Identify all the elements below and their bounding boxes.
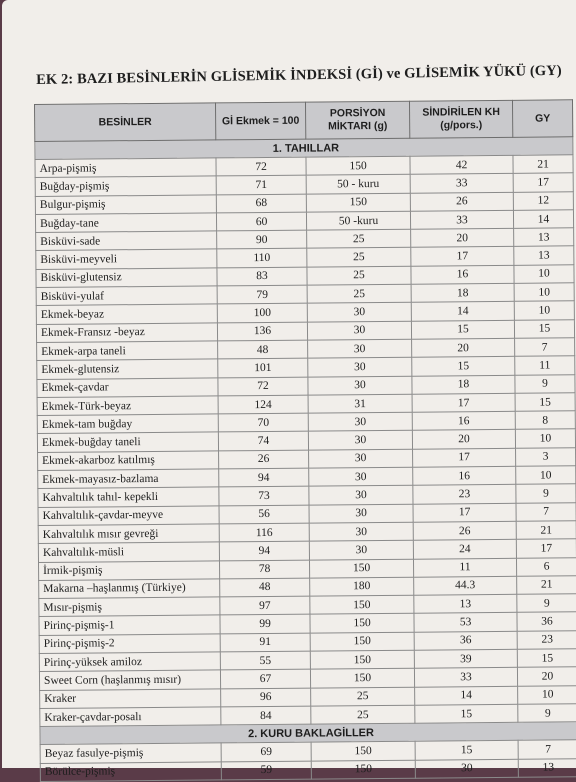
food-name-cell: Sweet Corn (haşlanmış mısır) — [39, 670, 220, 690]
portion-cell: 150 — [310, 632, 414, 651]
gi-cell: 94 — [219, 468, 309, 487]
food-name-cell: Arpa-pişmiş — [35, 158, 216, 178]
carb-cell: 14 — [415, 686, 518, 705]
gy-cell: 10 — [515, 429, 575, 448]
food-name-cell: Buğday-tane — [35, 213, 216, 233]
food-name-cell: Ekmek-arpa taneli — [37, 341, 218, 361]
portion-cell: 30 — [308, 412, 412, 431]
portion-cell: 25 — [311, 687, 415, 706]
portion-cell: 25 — [307, 229, 411, 248]
gy-cell: 8 — [515, 411, 575, 430]
section-title: 1. TAHILLAR — [35, 137, 573, 160]
portion-cell: 150 — [306, 193, 410, 212]
carb-cell: 14 — [411, 302, 514, 321]
gy-cell: 7 — [518, 740, 576, 759]
food-name-cell: Kraker — [40, 689, 221, 709]
gy-cell: 21 — [517, 576, 576, 595]
gy-cell: 13 — [514, 228, 574, 247]
gy-cell: 10 — [514, 301, 574, 320]
carb-cell: 33 — [410, 210, 513, 229]
gi-cell: 68 — [216, 194, 306, 213]
food-name-cell: Beyaz fasulye-pişmiş — [40, 743, 221, 763]
portion-cell: 25 — [307, 266, 411, 285]
carb-cell: 53 — [414, 613, 517, 632]
gi-cell: 67 — [220, 669, 310, 688]
gi-cell: 94 — [219, 541, 309, 560]
portion-cell: 30 — [308, 357, 412, 376]
gi-cell: 69 — [221, 742, 311, 761]
table-header-row — [35, 100, 573, 142]
carb-cell: 20 — [411, 229, 514, 248]
gi-cell: 97 — [220, 596, 310, 615]
portion-cell: 150 — [311, 760, 415, 779]
portion-cell: 30 — [309, 486, 413, 505]
gi-cell: 100 — [217, 303, 307, 322]
gy-cell: 17 — [516, 539, 576, 558]
glycemic-index-table — [34, 99, 576, 781]
food-name-cell: Ekmek-mayasız-bazlama — [38, 469, 219, 489]
carb-cell: 17 — [411, 247, 514, 266]
gi-cell: 60 — [216, 212, 306, 231]
carb-cell: 15 — [411, 320, 514, 339]
gy-cell: 9 — [515, 374, 575, 393]
gy-cell: 9 — [517, 594, 576, 613]
carb-cell: 26 — [410, 192, 513, 211]
food-name-cell: Pirinç-pişmiş-2 — [39, 634, 220, 654]
food-name-cell: Ekmek-akarboz katılmış — [38, 451, 219, 471]
carb-cell: 36 — [414, 631, 517, 650]
gy-cell: 14 — [513, 210, 573, 229]
carb-cell: 18 — [411, 283, 514, 302]
gy-cell: 10 — [518, 685, 576, 704]
portion-cell: 30 — [309, 540, 413, 559]
gy-cell: 9 — [516, 484, 576, 503]
portion-cell: 30 — [308, 376, 412, 395]
table-row — [40, 758, 576, 781]
header-sindirilen-kh: SİNDİRİLEN KH (g/pors.) — [409, 100, 512, 138]
carb-cell: 16 — [411, 265, 514, 284]
portion-cell: 50 -kuru — [306, 211, 410, 230]
portion-cell: 150 — [309, 559, 413, 578]
gy-cell: 15 — [515, 393, 575, 412]
food-name-cell: Ekmek-buğday taneli — [37, 432, 218, 452]
gi-cell: 136 — [217, 322, 307, 341]
portion-cell: 30 — [307, 303, 411, 322]
gi-cell: 72 — [218, 377, 308, 396]
food-name-cell: Kahvaltılık tahıl- kepekli — [38, 487, 219, 507]
carb-cell: 33 — [414, 668, 517, 687]
portion-cell: 150 — [310, 595, 414, 614]
gy-cell: 15 — [514, 319, 574, 338]
gy-cell: 9 — [518, 704, 576, 723]
carb-cell: 13 — [414, 594, 517, 613]
gi-cell: 83 — [217, 267, 307, 286]
gy-cell: 20 — [517, 667, 576, 686]
carb-cell: 30 — [415, 759, 518, 778]
food-name-cell: Ekmek-tam buğday — [37, 414, 218, 434]
carb-cell: 39 — [414, 649, 517, 668]
food-name-cell: İrmik-pişmiş — [38, 560, 219, 580]
food-name-cell: Pirinç-yüksek amiloz — [39, 652, 220, 672]
gy-cell: 7 — [516, 502, 576, 521]
food-name-cell: Bisküvi-yulaf — [36, 286, 217, 306]
gi-cell: 116 — [219, 523, 309, 542]
gi-cell: 56 — [219, 505, 309, 524]
gi-cell: 124 — [218, 395, 308, 414]
portion-cell: 25 — [311, 705, 415, 724]
portion-cell: 150 — [310, 614, 414, 633]
gi-cell: 73 — [219, 486, 309, 505]
food-name-cell: Mısır-pişmiş — [39, 597, 220, 617]
gi-cell: 78 — [219, 560, 309, 579]
carb-cell: 15 — [412, 357, 515, 376]
carb-cell: 17 — [413, 503, 516, 522]
gy-cell: 17 — [513, 173, 573, 192]
food-name-cell: Buğday-pişmiş — [35, 176, 216, 196]
carb-cell: 44.3 — [414, 576, 517, 595]
food-name-cell: Makarna –haşlanmış (Türkiye) — [39, 579, 220, 599]
portion-cell: 30 — [309, 522, 413, 541]
header-gy: GY — [512, 100, 572, 138]
gi-cell: 96 — [221, 688, 311, 707]
carb-cell: 17 — [413, 448, 516, 467]
gy-cell: 6 — [516, 557, 576, 576]
portion-cell: 150 — [310, 669, 414, 688]
carb-cell: 15 — [415, 741, 518, 760]
carb-cell: 24 — [413, 540, 516, 559]
gi-cell: 48 — [218, 340, 308, 359]
food-name-cell: Ekmek-çavdar — [37, 377, 218, 397]
gi-cell: 79 — [217, 285, 307, 304]
gy-cell: 21 — [513, 155, 573, 174]
gi-cell: 74 — [218, 432, 308, 451]
gy-cell: 36 — [517, 612, 576, 631]
portion-cell: 30 — [309, 449, 413, 468]
portion-cell: 30 — [308, 339, 412, 358]
gi-cell: 99 — [220, 615, 310, 634]
gi-cell: 71 — [216, 175, 306, 194]
carb-cell: 20 — [412, 338, 515, 357]
food-name-cell: Ekmek-Fransız -beyaz — [36, 323, 217, 343]
portion-cell: 180 — [310, 577, 414, 596]
food-name-cell: Kahvaltılık mısır gevreği — [38, 524, 219, 544]
table-body — [35, 137, 576, 781]
gi-cell: 26 — [219, 450, 309, 469]
food-name-cell: Bulgur-pişmiş — [35, 195, 216, 215]
page-title: EK 2: BAZI BESİNLERİN GLİSEMİK İNDEKSİ (Gİ) ve GLİSEMİK YÜKÜ (GY) — [36, 62, 562, 88]
food-name-cell: Kraker-çavdar-posalı — [40, 707, 221, 727]
gi-cell: 70 — [218, 413, 308, 432]
gi-cell: 59 — [221, 761, 311, 780]
book-page — [2, 0, 576, 779]
gy-cell: 10 — [514, 283, 574, 302]
gi-cell: 101 — [218, 358, 308, 377]
portion-cell: 25 — [307, 248, 411, 267]
food-name-cell: Bisküvi-meyveli — [36, 249, 217, 269]
carb-cell: 15 — [415, 704, 518, 723]
food-name-cell: Ekmek-Türk-beyaz — [37, 396, 218, 416]
food-name-cell: Kahvaltılık-çavdar-meyve — [38, 506, 219, 526]
portion-cell: 30 — [309, 504, 413, 523]
gi-cell: 110 — [217, 249, 307, 268]
gy-cell: 3 — [516, 448, 576, 467]
carb-cell: 42 — [410, 155, 513, 174]
carb-cell: 11 — [413, 558, 516, 577]
gi-cell: 84 — [221, 706, 311, 725]
carb-cell: 33 — [410, 174, 513, 193]
food-name-cell: Ekmek-beyaz — [36, 304, 217, 324]
gi-cell: 72 — [216, 157, 306, 176]
gy-cell: 15 — [517, 649, 576, 668]
food-name-cell: Pirinç-pişmiş-1 — [39, 615, 220, 635]
carb-cell: 16 — [412, 411, 515, 430]
food-name-cell: Ekmek-glutensiz — [37, 359, 218, 379]
portion-cell: 31 — [308, 394, 412, 413]
gy-cell: 10 — [516, 466, 576, 485]
food-name-cell: Kahvaltılık-müsli — [38, 542, 219, 562]
food-name-cell: Börülce-pişmiş — [40, 761, 221, 781]
gy-cell: 21 — [516, 521, 576, 540]
carb-cell: 26 — [413, 521, 516, 540]
portion-cell: 25 — [307, 284, 411, 303]
section-title: 2. KURU BAKLAGİLLER — [40, 722, 576, 745]
portion-cell: 50 - kuru — [306, 175, 410, 194]
header-besinler: BESİNLER — [35, 103, 216, 142]
gi-cell: 48 — [220, 578, 310, 597]
gy-cell: 12 — [513, 191, 573, 210]
carb-cell: 23 — [413, 485, 516, 504]
gi-cell: 55 — [220, 651, 310, 670]
header-porsiyon: PORSİYON MİKTARI (g) — [305, 101, 409, 139]
gy-cell: 7 — [515, 338, 575, 357]
portion-cell: 150 — [310, 650, 414, 669]
portion-cell: 30 — [309, 467, 413, 486]
food-name-cell: Bisküvi-glutensiz — [36, 268, 217, 288]
gy-cell: 13 — [514, 246, 574, 265]
carb-cell: 16 — [413, 466, 516, 485]
gi-cell: 91 — [220, 633, 310, 652]
gi-cell: 90 — [217, 230, 307, 249]
portion-cell: 30 — [307, 321, 411, 340]
portion-cell: 30 — [308, 431, 412, 450]
header-gi: Gİ Ekmek = 100 — [215, 102, 305, 140]
gy-cell: 23 — [517, 630, 576, 649]
carb-cell: 17 — [412, 393, 515, 412]
carb-cell: 18 — [412, 375, 515, 394]
gy-cell: 11 — [515, 356, 575, 375]
portion-cell: 150 — [311, 741, 415, 760]
gy-cell: 13 — [518, 758, 576, 777]
gy-cell: 10 — [514, 265, 574, 284]
portion-cell: 150 — [306, 156, 410, 175]
carb-cell: 20 — [412, 430, 515, 449]
food-name-cell: Bisküvi-sade — [36, 231, 217, 251]
